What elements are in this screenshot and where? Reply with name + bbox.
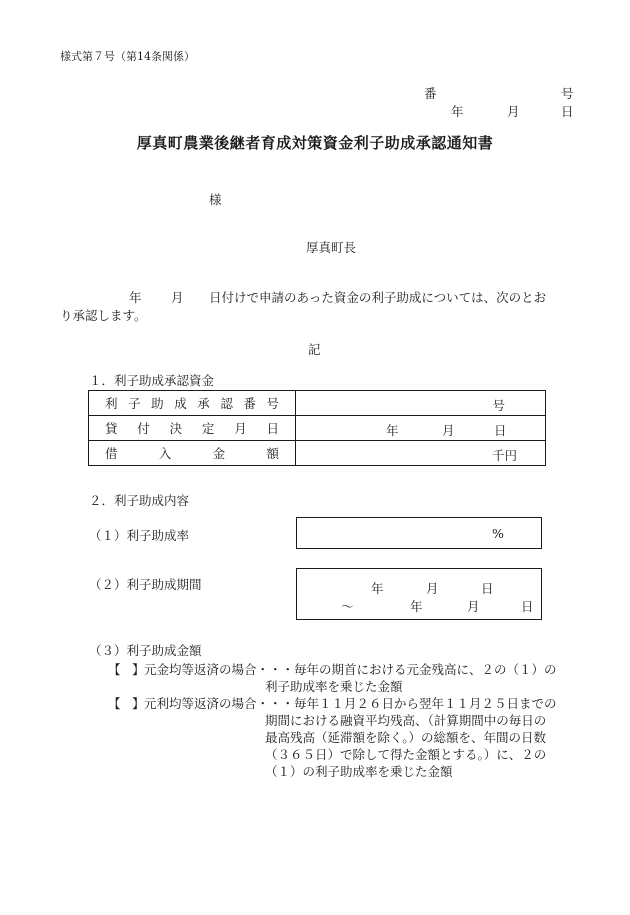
doc-number-go: 号 [561, 86, 574, 101]
case2-bracket-open: 【 [108, 696, 121, 711]
page-title: 厚真町農業後継者育成対策資金利子助成承認通知書 [136, 134, 494, 152]
case1-bracket-close: 】 [132, 662, 145, 677]
approval-number-suffix: 号 [492, 398, 505, 413]
case2-text-cont-4: （１）の利子助成率を乗じた金額 [265, 764, 453, 779]
rate-unit: % [492, 526, 504, 541]
period-label: （２）利子助成期間 [89, 577, 202, 592]
loan-date-month: 月 [442, 423, 455, 438]
period-from-day: 日 [481, 581, 494, 596]
loan-amount-cell [296, 441, 546, 466]
table-row [89, 441, 546, 466]
body-line2: り承認します。 [60, 308, 147, 323]
form-number-label: 様式第７号（第14条関係） [60, 50, 195, 63]
case1-text-cont: 利子助成率を乗じた金額 [265, 679, 403, 694]
ki-marker: 記 [308, 342, 321, 357]
row-label-approval-number: 利 子 助 成 承 認 番 号 [105, 396, 279, 411]
case2-text-cont-1: 期間における融資平均残高、（計算期間中の毎日の [265, 713, 547, 728]
period-to-month: 月 [467, 599, 480, 614]
approval-number-cell [296, 391, 546, 416]
section2-heading: ２．利子助成内容 [89, 493, 190, 508]
sender-name: 厚真町長 [306, 240, 357, 255]
amount-label: （３）利子助成金額 [89, 643, 202, 658]
approval-table [88, 390, 546, 466]
body-line1: 日付けで申請のあった資金の利子助成については、次のとお [209, 290, 547, 305]
body-month: 月 [171, 290, 184, 305]
case2-bracket-close: 】 [132, 696, 145, 711]
body-year: 年 [129, 290, 142, 305]
period-from-month: 月 [426, 581, 439, 596]
period-to-day: 日 [521, 599, 534, 614]
table-row [89, 391, 546, 416]
case2-text: 元利均等返済の場合・・・毎年１１月２６日から翌年１１月２５日までの [144, 696, 557, 711]
section1-heading: １．利子助成承認資金 [89, 373, 215, 388]
loan-date-year: 年 [386, 423, 399, 438]
period-from-year: 年 [371, 581, 384, 596]
rate-label: （１）利子助成率 [89, 528, 190, 543]
row-label-loan-amount: 借 入 金 額 [105, 446, 279, 461]
case2-text-cont-2: 最高残高（延滞額を除く。）の総額を、年間の日数 [265, 730, 547, 745]
case1-bracket-open: 【 [108, 662, 121, 677]
doc-date-day: 日 [561, 104, 574, 119]
loan-amount-unit: 千円 [491, 448, 517, 463]
addressee-suffix: 様 [209, 192, 222, 207]
period-box [296, 568, 542, 620]
period-tilde: ～ [341, 599, 354, 614]
table-row [89, 416, 546, 441]
loan-date-day: 日 [494, 423, 507, 438]
case2-text-cont-3: （３６５日）で除して得た金額とする。）に、２の [265, 747, 547, 762]
rate-box [296, 517, 542, 549]
doc-date-month: 月 [507, 104, 520, 119]
row-label-loan-date: 貸 付 決 定 月 日 [105, 421, 279, 436]
period-to-year: 年 [410, 599, 423, 614]
case1-text: 元金均等返済の場合・・・毎年の期首における元金残高に、２の（１）の [144, 662, 557, 677]
loan-date-cell [296, 416, 546, 441]
doc-number-ban: 番 [424, 86, 437, 101]
doc-date-year: 年 [451, 104, 464, 119]
